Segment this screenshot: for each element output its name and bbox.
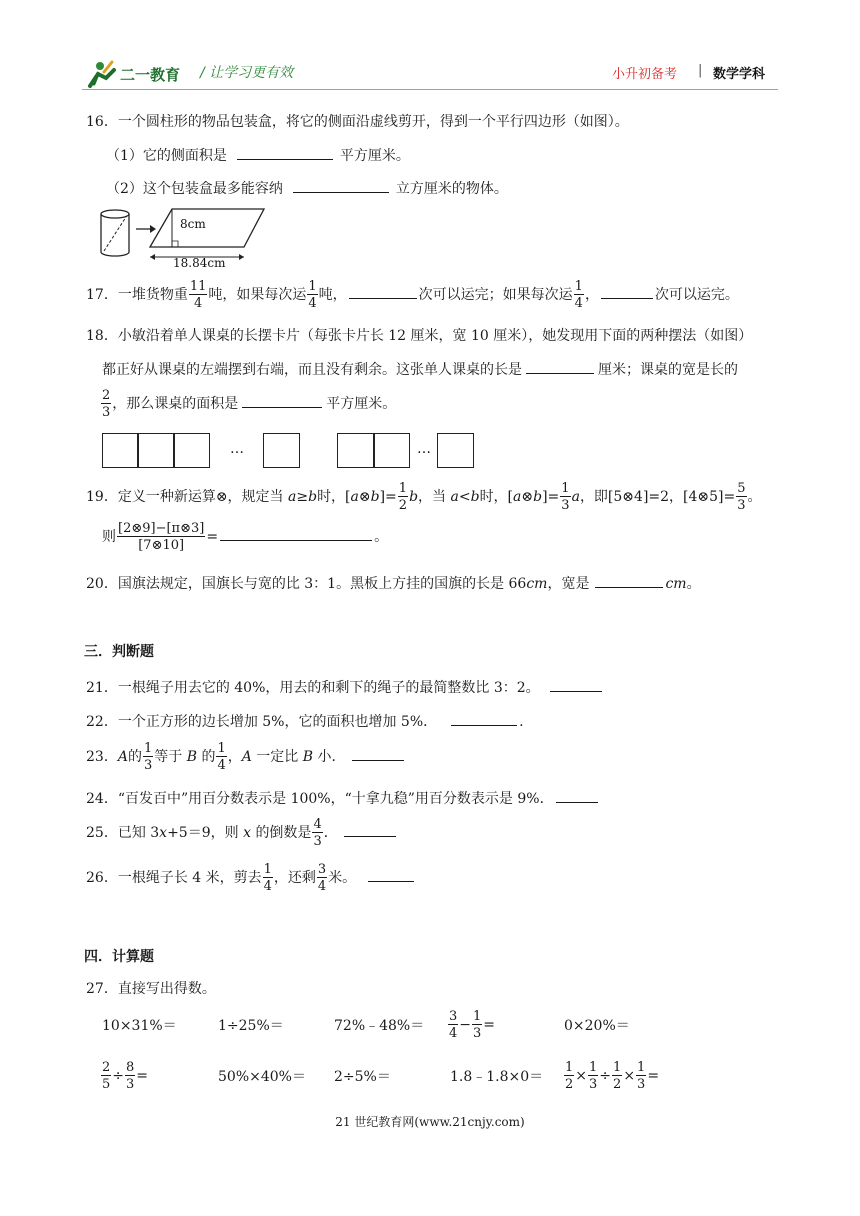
slogan: / 让学习更有效 bbox=[200, 65, 294, 81]
q16-stem: 16．一个圆柱形的物品包装盒，将它的侧面沿虚线剪开，得到一个平行四边形（如图）。 bbox=[86, 114, 629, 130]
header-exam-label: 小升初备考 bbox=[612, 67, 678, 82]
figure-height-label: 8cm bbox=[180, 217, 206, 231]
q23: 23．A的 $\frac{1}{3}$ 等于 B 的 $\frac{1}{4}$ ，A 一定比 B 小． bbox=[86, 742, 404, 772]
calc-item: 50%×40%＝ bbox=[218, 1069, 306, 1085]
answer-blank[interactable] bbox=[220, 526, 372, 541]
header-rule bbox=[82, 89, 778, 90]
answer-blank[interactable] bbox=[242, 393, 322, 408]
ellipsis: … bbox=[417, 441, 431, 457]
calc-item: 0×20%＝ bbox=[564, 1018, 630, 1034]
answer-blank[interactable] bbox=[451, 711, 517, 726]
card-divider bbox=[373, 433, 375, 468]
logo-text: 二一教育 bbox=[120, 66, 181, 84]
calc-item: 1.8﹣1.8×0＝ bbox=[450, 1069, 544, 1085]
header-subject-label: 数学学科 bbox=[713, 67, 766, 82]
answer-blank[interactable] bbox=[556, 788, 598, 803]
cylinder-figure bbox=[98, 205, 268, 269]
calc-item: $\frac{2}{5}$ ÷ $\frac{8}{3}$ = bbox=[102, 1060, 149, 1092]
answer-blank[interactable] bbox=[293, 178, 389, 193]
answer-blank[interactable] bbox=[595, 573, 663, 588]
answer-blank[interactable] bbox=[344, 822, 396, 837]
card-end-a bbox=[263, 433, 300, 468]
q27-stem: 27．直接写出得数。 bbox=[86, 981, 216, 997]
ellipsis: … bbox=[230, 441, 244, 457]
calc-item: 1÷25%＝ bbox=[218, 1018, 284, 1034]
q16-part1: （1）它的侧面积是 平方厘米。 bbox=[106, 145, 410, 165]
figure-base-label: 18.84cm bbox=[173, 256, 226, 269]
calc-item: $\frac{1}{2}$ × $\frac{1}{3}$ ÷ $\frac{1}{2}$ × $\frac{1}{3}$ = bbox=[565, 1060, 660, 1092]
answer-blank[interactable] bbox=[601, 284, 653, 299]
q24: 24．“百发百中”用百分数表示是 100%，“十拿九稳”用百分数表示是 9%． bbox=[86, 788, 598, 808]
section-3-heading: 三．判断题 bbox=[84, 644, 154, 660]
calc-item: $\frac{3}{4}$ − $\frac{1}{3}$ = bbox=[449, 1009, 496, 1041]
card-divider bbox=[173, 433, 175, 468]
q18-line3: $\frac{2}{3}$ ，那么课桌的面积是 平方厘米。 bbox=[102, 388, 397, 420]
calc-item: 2÷5%＝ bbox=[334, 1069, 391, 1085]
calc-item: 72%﹣48%＝ bbox=[334, 1018, 425, 1034]
calc-item: 10×31%＝ bbox=[102, 1018, 177, 1034]
q19-line2: 则 $\frac{[2\otimes 9]-[\pi\otimes 3]}{[7\otimes 10]}$ = 。 bbox=[102, 521, 389, 553]
page-footer: 21 世纪教育网(www.21cnjy.com) bbox=[335, 1115, 525, 1129]
q25: 25．已知 3x+5＝9，则 x 的倒数是 $\frac{4}{3}$ ． bbox=[86, 818, 396, 848]
q17: 17．一堆货物重 $\frac{11}{4}$ 吨，如果每次运 $\frac{1}{4}$ 吨， 次可以运完；如果每次运 $\frac{1}{4}$ ， 次可以运完。 bbox=[86, 279, 739, 311]
q18-line1: 18．小敏沿着单人课桌的长摆卡片（每张卡片长 12 厘米，宽 10 厘米），她发现用下面的两种摆法（如图） bbox=[86, 328, 753, 344]
section-4-heading: 四．计算题 bbox=[84, 949, 154, 965]
card-divider bbox=[137, 433, 139, 468]
q21: 21．一根绳子用去它的 40%，用去的和剩下的绳子的最简整数比 3：2。 bbox=[86, 677, 602, 697]
answer-blank[interactable] bbox=[526, 359, 594, 374]
header-separator: | bbox=[698, 63, 703, 78]
q26: 26．一根绳子长 4 米，剪去 $\frac{1}{4}$ ，还剩 $\frac{3}{4}$ 米。 bbox=[86, 863, 414, 893]
answer-blank[interactable] bbox=[352, 746, 404, 761]
q18-line2: 都正好从课桌的左端摆到右端，而且没有剩余。这张单人课桌的长是 厘米；课桌的宽是长的 bbox=[102, 359, 738, 379]
card-row-a bbox=[102, 433, 210, 468]
logo bbox=[84, 58, 189, 90]
q20: 20．国旗法规定，国旗长与宽的比 3：1。黑板上方挂的国旗的长是 66cm，宽是 cm。 bbox=[86, 573, 701, 593]
answer-blank[interactable] bbox=[349, 284, 417, 299]
answer-blank[interactable] bbox=[368, 867, 414, 882]
answer-blank[interactable] bbox=[237, 145, 333, 160]
q16-part2: （2）这个包装盒最多能容纳 立方厘米的物体。 bbox=[106, 178, 508, 198]
answer-blank[interactable] bbox=[550, 677, 602, 692]
q22: 22．一个正方形的边长增加 5%，它的面积也增加 5%． . bbox=[86, 711, 524, 731]
card-end-b bbox=[437, 433, 474, 468]
q19-line1: 19．定义一种新运算⊗，规定当 a≥b时，[a⊗b]= $\frac{1}{2}$ b，当 a<b时，[a⊗b]= $\frac{1}{3}$ a，即[5⊗4]=2，[4⊗5]= $\frac{5}{3}$ 。 bbox=[86, 481, 762, 513]
